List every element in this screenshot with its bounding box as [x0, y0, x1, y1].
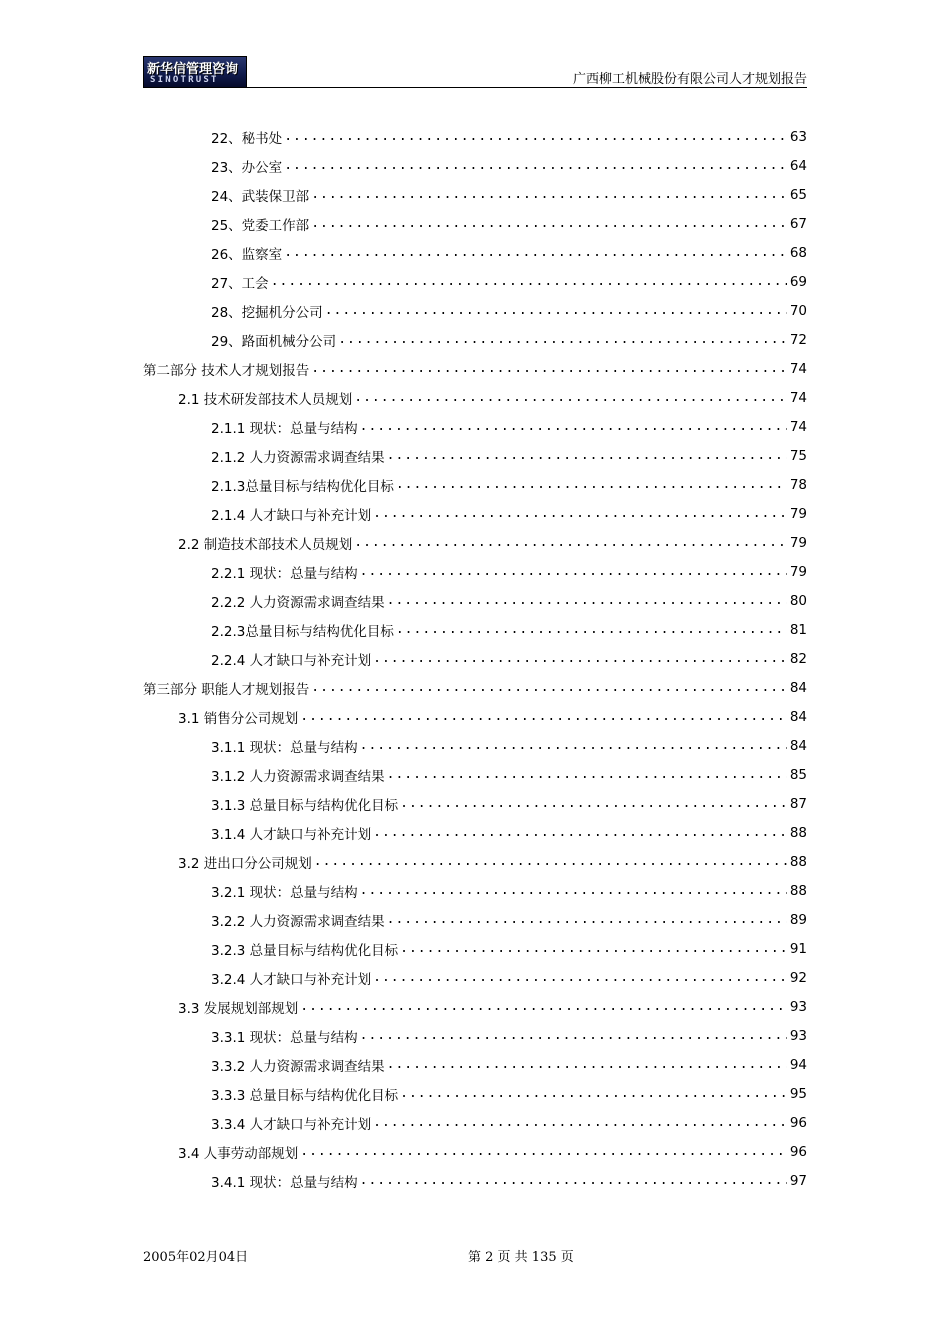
toc-entry-label: 2.1.4 人才缺口与补充计划 [211, 507, 372, 524]
toc-leader-dots [387, 448, 787, 464]
toc-entry[interactable] [211, 1021, 807, 1050]
footer-page-number: 第 2 页 共 135 页 [468, 1250, 574, 1265]
toc-leader-dots [354, 535, 787, 551]
toc-entry-label: 3.1.4 人才缺口与补充计划 [211, 826, 372, 843]
toc-entry[interactable] [211, 1166, 807, 1195]
toc-entry[interactable] [178, 992, 807, 1021]
toc-entry[interactable] [178, 528, 807, 557]
toc-leader-dots [360, 564, 787, 580]
toc-entry-label: 3.1 销售分公司规划 [178, 710, 299, 727]
toc-leader-dots [300, 709, 787, 725]
toc-entry-label: 3.3.2 人力资源需求调查结果 [211, 1058, 385, 1075]
toc-entry-label: 3.4.1 现状：总量与结构 [211, 1174, 358, 1191]
toc-entry[interactable] [178, 847, 807, 876]
toc-entry[interactable] [211, 586, 807, 615]
toc-entry-label: 2.2.3总量目标与结构优化目标 [211, 623, 394, 640]
toc-entry[interactable] [211, 267, 807, 296]
toc-entry-page: 79 [789, 534, 807, 551]
toc-entry-label: 2.1.3总量目标与结构优化目标 [211, 478, 394, 495]
toc-leader-dots [360, 738, 787, 754]
toc-entry[interactable] [211, 876, 807, 905]
toc-entry-page: 82 [789, 650, 807, 667]
toc-entry[interactable] [143, 354, 807, 383]
toc-entry-label: 25、党委工作部 [211, 217, 310, 234]
toc-entry-page: 97 [789, 1172, 807, 1189]
toc-entry-page: 91 [789, 940, 807, 957]
toc-leader-dots [396, 477, 787, 493]
toc-entry[interactable] [178, 702, 807, 731]
toc-entry-page: 96 [789, 1114, 807, 1131]
toc-entry-label: 第三部分 职能人才规划报告 [143, 681, 310, 698]
toc-entry[interactable] [211, 1079, 807, 1108]
toc-entry[interactable] [211, 151, 807, 180]
page-header [143, 56, 807, 90]
toc-entry-page: 88 [789, 824, 807, 841]
toc-entry[interactable] [211, 122, 807, 151]
toc-entry-page: 95 [789, 1085, 807, 1102]
toc-entry-label: 2.1.2 人力资源需求调查结果 [211, 449, 385, 466]
toc-entry-label: 3.2.2 人力资源需求调查结果 [211, 913, 385, 930]
toc-entry-label: 3.3.1 现状：总量与结构 [211, 1029, 358, 1046]
toc-leader-dots [387, 767, 787, 783]
toc-leader-dots [400, 1086, 787, 1102]
toc-entry-page: 84 [789, 708, 807, 725]
header-divider [247, 87, 807, 88]
toc-entry-page: 84 [789, 679, 807, 696]
toc-leader-dots [311, 680, 787, 696]
toc-leader-dots [360, 883, 787, 899]
toc-leader-dots [271, 274, 787, 290]
company-logo [143, 56, 247, 88]
toc-entry-page: 93 [789, 1027, 807, 1044]
toc-entry-page: 70 [789, 302, 807, 319]
toc-entry[interactable] [211, 296, 807, 325]
toc-entry-page: 72 [789, 331, 807, 348]
toc-entry[interactable] [211, 615, 807, 644]
toc-entry[interactable] [211, 499, 807, 528]
toc-entry[interactable] [211, 644, 807, 673]
toc-leader-dots [360, 419, 787, 435]
toc-entry-page: 74 [789, 360, 807, 377]
toc-entry[interactable] [178, 383, 807, 412]
toc-entry-page: 74 [789, 389, 807, 406]
toc-entry-label: 3.2 进出口分公司规划 [178, 855, 312, 872]
toc-entry-label: 3.2.1 现状：总量与结构 [211, 884, 358, 901]
toc-entry-label: 3.3.3 总量目标与结构优化目标 [211, 1087, 399, 1104]
toc-leader-dots [284, 245, 787, 261]
toc-leader-dots [325, 303, 787, 319]
toc-entry-label: 29、路面机械分公司 [211, 333, 337, 350]
toc-entry-page: 64 [789, 157, 807, 174]
toc-entry-label: 3.3.4 人才缺口与补充计划 [211, 1116, 372, 1133]
toc-entry[interactable] [211, 470, 807, 499]
toc-entry-label: 28、挖掘机分公司 [211, 304, 323, 321]
toc-entry-page: 93 [789, 998, 807, 1015]
toc-entry-label: 2.2.2 人力资源需求调查结果 [211, 594, 385, 611]
toc-entry-label: 2.2.1 现状：总量与结构 [211, 565, 358, 582]
toc-entry-page: 63 [789, 128, 807, 145]
toc-entry[interactable] [211, 441, 807, 470]
toc-entry-label: 24、武装保卫部 [211, 188, 310, 205]
toc-entry-label: 3.2.4 人才缺口与补充计划 [211, 971, 372, 988]
toc-entry-page: 96 [789, 1143, 807, 1160]
toc-entry-label: 3.3 发展规划部规划 [178, 1000, 299, 1017]
toc-entry-label: 23、办公室 [211, 159, 283, 176]
toc-entry-page: 67 [789, 215, 807, 232]
toc-entry-label: 3.2.3 总量目标与结构优化目标 [211, 942, 399, 959]
toc-entry-page: 87 [789, 795, 807, 812]
toc-entry-label: 27、工会 [211, 275, 269, 292]
toc-leader-dots [360, 1028, 787, 1044]
toc-entry[interactable] [211, 412, 807, 441]
toc-leader-dots [373, 506, 787, 522]
toc-entry[interactable] [143, 673, 807, 702]
toc-entry-page: 84 [789, 737, 807, 754]
footer-date: 2005年02月04日 [143, 1250, 249, 1265]
toc-entry-label: 第二部分 技术人才规划报告 [143, 362, 310, 379]
toc-entry[interactable] [211, 209, 807, 238]
toc-entry-label: 3.1.1 现状：总量与结构 [211, 739, 358, 756]
toc-leader-dots [311, 361, 787, 377]
toc-entry-page: 81 [789, 621, 807, 638]
toc-leader-dots [387, 1057, 787, 1073]
toc-entry-page: 79 [789, 505, 807, 522]
toc-leader-dots [400, 796, 787, 812]
toc-leader-dots [373, 1115, 787, 1131]
toc-entry[interactable] [178, 1137, 807, 1166]
logo-chinese-text: 新华信管理咨询 [147, 62, 239, 77]
toc-leader-dots [300, 1144, 787, 1160]
toc-entry[interactable] [211, 818, 807, 847]
toc-leader-dots [387, 912, 787, 928]
toc-entry-page: 88 [789, 882, 807, 899]
toc-leader-dots [354, 390, 787, 406]
toc-entry-label: 22、秘书处 [211, 130, 283, 147]
toc-entry-label: 26、监察室 [211, 246, 283, 263]
toc-entry-page: 75 [789, 447, 807, 464]
toc-entry[interactable] [211, 934, 807, 963]
toc-entry-page: 74 [789, 418, 807, 435]
toc-entry[interactable] [211, 180, 807, 209]
toc-entry-page: 94 [789, 1056, 807, 1073]
toc-leader-dots [373, 970, 787, 986]
toc-leader-dots [311, 187, 787, 203]
toc-entry[interactable] [211, 325, 807, 354]
toc-leader-dots [373, 825, 787, 841]
toc-entry[interactable] [211, 238, 807, 267]
toc-entry[interactable] [211, 760, 807, 789]
toc-leader-dots [338, 332, 787, 348]
toc-entry[interactable] [211, 789, 807, 818]
toc-leader-dots [400, 941, 787, 957]
toc-entry-label: 3.1.2 人力资源需求调查结果 [211, 768, 385, 785]
toc-entry-page: 92 [789, 969, 807, 986]
toc-entry-label: 2.2.4 人才缺口与补充计划 [211, 652, 372, 669]
toc-leader-dots [284, 129, 787, 145]
toc-entry-page: 65 [789, 186, 807, 203]
toc-entry-page: 88 [789, 853, 807, 870]
toc-entry-page: 68 [789, 244, 807, 261]
toc-entry-page: 79 [789, 563, 807, 580]
toc-leader-dots [373, 651, 787, 667]
toc-entry-label: 3.4 人事劳动部规划 [178, 1145, 299, 1162]
toc-leader-dots [284, 158, 787, 174]
toc-leader-dots [360, 1173, 787, 1189]
toc-entry-page: 80 [789, 592, 807, 609]
logo-english-text: SINOTRUST [150, 75, 219, 85]
toc-leader-dots [311, 216, 787, 232]
toc-entry-page: 69 [789, 273, 807, 290]
toc-leader-dots [314, 854, 787, 870]
toc-leader-dots [387, 593, 787, 609]
toc-entry[interactable] [211, 963, 807, 992]
toc-leader-dots [300, 999, 787, 1015]
toc-entry-page: 78 [789, 476, 807, 493]
toc-entry[interactable] [211, 1108, 807, 1137]
toc-entry-label: 2.1.1 现状：总量与结构 [211, 420, 358, 437]
toc-entry[interactable] [211, 905, 807, 934]
toc-leader-dots [396, 622, 787, 638]
toc-entry[interactable] [211, 1050, 807, 1079]
document-title: 广西柳工机械股份有限公司人才规划报告 [572, 72, 807, 87]
toc-entry-label: 2.1 技术研发部技术人员规划 [178, 391, 353, 408]
toc-entry-label: 2.2 制造技术部技术人员规划 [178, 536, 353, 553]
toc-entry-label: 3.1.3 总量目标与结构优化目标 [211, 797, 399, 814]
toc-entry-page: 85 [789, 766, 807, 783]
toc-entry[interactable] [211, 557, 807, 586]
toc-entry[interactable] [211, 731, 807, 760]
toc-entry-page: 89 [789, 911, 807, 928]
